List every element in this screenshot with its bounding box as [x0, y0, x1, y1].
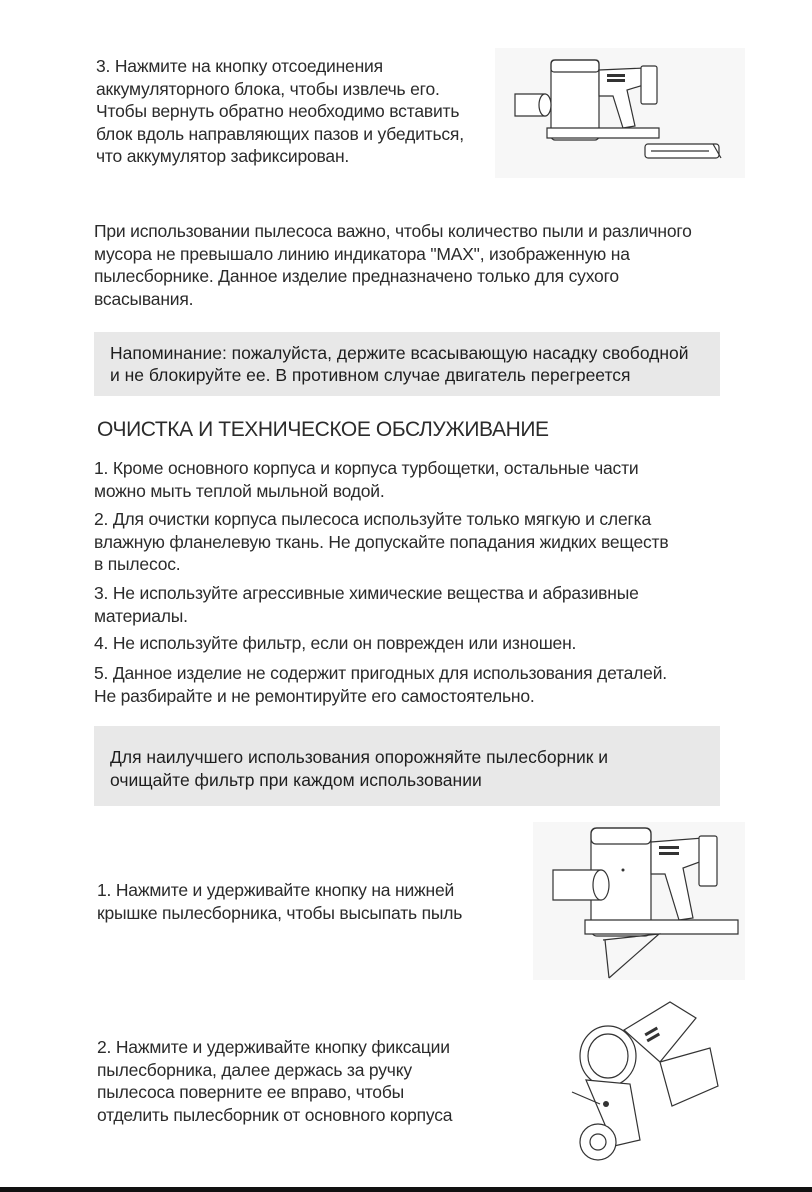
cleaning-item-line: Не разбирайте и не ремонтируйте его самостоятельно.: [94, 685, 535, 706]
step3-line: что аккумулятор зафиксирован.: [96, 146, 350, 166]
reminder-line: Напоминание: пожалуйста, держите всасывающую насадку свободной: [110, 343, 689, 363]
usage-paragraph: [94, 220, 734, 310]
tip-line: очищайте фильтр при каждом использовании: [110, 770, 482, 790]
cleaning-item-line: в пылесос.: [94, 554, 181, 574]
empty-step1-line: крышке пылесборника, чтобы высыпать пыль: [97, 902, 463, 923]
step3-line: Чтобы вернуть обратно необходимо вставить: [96, 101, 460, 121]
dustbin-emptying-illustration: [533, 822, 745, 980]
tip-box: [94, 726, 720, 806]
step3-line: блок вдоль направляющих пазов и убедиться,: [96, 123, 464, 144]
page-bottom-rule: [0, 1187, 812, 1192]
cleaning-item-2: [94, 508, 734, 576]
usage-line: мусора не превышало линию индикатора "MAX", изображенную на: [94, 243, 630, 264]
cleaning-item-line: можно мыть теплой мыльной водой.: [94, 480, 385, 501]
empty-step2-line: пылесборника, далее держась за ручку: [97, 1059, 412, 1080]
reminder-line: и не блокируйте ее. В противном случае двигатель перегреется: [110, 365, 631, 385]
cleaning-item-line: 5. Данное изделие не содержит пригодных для использования деталей.: [94, 663, 667, 683]
cleaning-item-line: 1. Кроме основного корпуса и корпуса турбощетки, остальные части: [94, 458, 639, 478]
step3-line: 3. Нажмите на кнопку отсоединения: [96, 56, 383, 76]
empty-step2-line: пылесоса поверните ее вправо, чтобы: [97, 1082, 405, 1102]
battery-removal-illustration: [495, 48, 745, 178]
empty-step2-instruction: [97, 1036, 517, 1126]
empty-step2-line: отделить пылесборник от основного корпуса: [97, 1104, 453, 1125]
empty-step1-instruction: [97, 879, 517, 924]
cleaning-item-5: [94, 662, 734, 707]
section-title: ОЧИСТКА И ТЕХНИЧЕСКОЕ ОБСЛУЖИВАНИЕ: [97, 418, 549, 441]
reminder-box: [94, 332, 720, 396]
usage-line: При использовании пылесоса важно, чтобы количество пыли и различного: [94, 221, 692, 241]
cleaning-item-line: влажную фланелевую ткань. Не допускайте попадания жидких веществ: [94, 531, 669, 552]
step3-instruction: [96, 55, 496, 168]
cleaning-item-line: материалы.: [94, 605, 188, 626]
tip-line: Для наилучшего использования опорожняйте пылесборник и: [110, 747, 609, 767]
empty-step2-line: 2. Нажмите и удерживайте кнопку фиксации: [97, 1037, 450, 1057]
usage-line: всасывания.: [94, 288, 194, 309]
dustbin-rotate-illustration: [560, 996, 730, 1168]
cleaning-item-1: [94, 457, 734, 502]
usage-line: пылесборнике. Данное изделие предназначено только для сухого: [94, 266, 619, 286]
step3-line: аккумуляторного блока, чтобы извлечь его.: [96, 78, 440, 99]
cleaning-item-3: [94, 582, 734, 627]
cleaning-item-line: 3. Не используйте агрессивные химические вещества и абразивные: [94, 583, 639, 603]
cleaning-item-4: [94, 632, 734, 655]
cleaning-item-line: 4. Не используйте фильтр, если он поврежден или изношен.: [94, 633, 577, 653]
cleaning-item-line: 2. Для очистки корпуса пылесоса используйте только мягкую и слегка: [94, 509, 652, 529]
empty-step1-line: 1. Нажмите и удерживайте кнопку на нижней: [97, 880, 455, 900]
